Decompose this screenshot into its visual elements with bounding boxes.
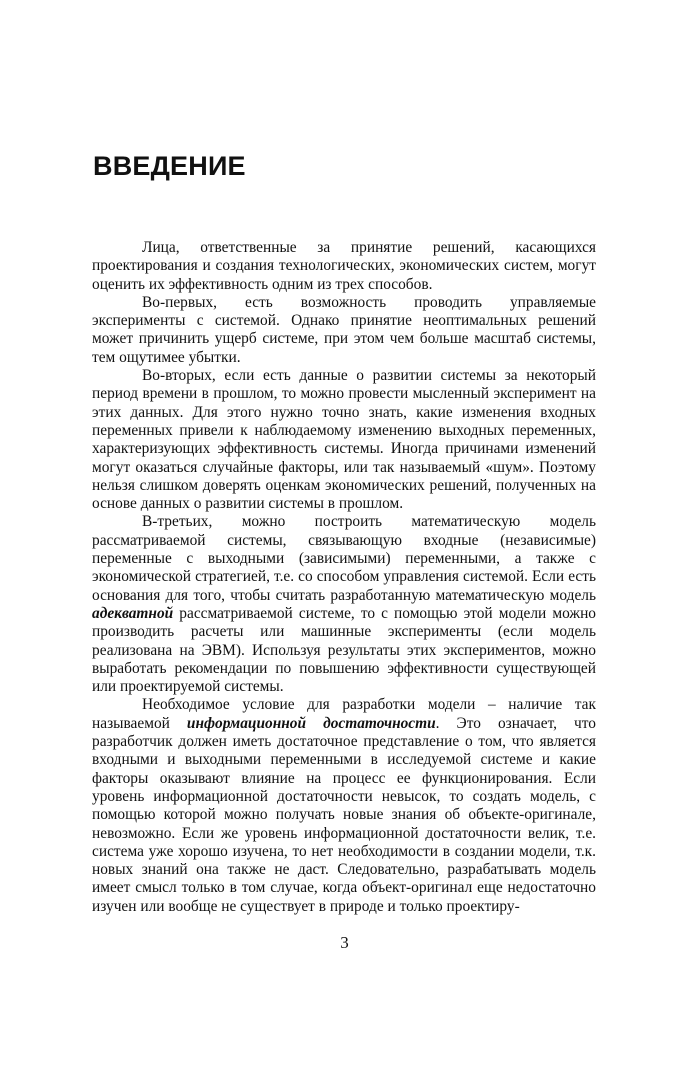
page-number: 3 (340, 933, 349, 952)
term-adequate: адекватной (92, 604, 174, 622)
paragraph-3: Во-вторых, если есть данные о развитии системы за некоторый период времени в прошлом, то можно провести мысленный эксперимент на этих данных. Для этого нужно точно знать, какие изменения входных переменных привели к наблюдаемому изменению выходных переменных, характеризующих эффективность системы. Иногда причинами изменений могут оказаться случайные факторы, или так называемый «шум». Поэтому нельзя слишком доверять оценкам экономических решений, полученных на основе данных о развитии системы в прошлом. (92, 367, 596, 513)
paragraph-2: Во-первых, есть возможность проводить управляемые эксперименты с системой. Однако принятие неоптимальных решений может причинить ущерб системе, при этом чем больше масштаб системы, тем ощутимее убытки. (92, 293, 596, 366)
paragraph-4-text-after: рассматриваемой системе, то с помощью этой модели можно производить расчеты или машинные эксперименты (если модель реализована на ЭВМ). Используя результаты этих экспериментов, можно выработать рекомендации по повышению эффективности существующей или проектируемой системы. (92, 604, 596, 696)
paragraph-1: Лица, ответственные за принятие решений, касающихся проектирования и создания технологических, экономических систем, могут оценить их эффективность одним из трех способов. (92, 239, 596, 293)
paragraph-5-text-before: Необходимое условие для разработки модели – наличие так называемой (92, 696, 596, 732)
paragraph-4 (92, 513, 596, 696)
body-text (92, 239, 596, 916)
term-information-sufficiency: информационной достаточности (186, 714, 436, 732)
paragraph-5-text-after: . Это означает, что разработчик должен иметь достаточное представление о том, что является входными и выходными переменными в исследуемой системе и какие факторы оказывают влияние на процесс ее функционирования. Если уровень информационной достаточности невысок, то создать модель, с помощью которой можно получать новые знания об объекте-оригинале, невозможно. Если же уровень информационной достаточности велик, т.е. система уже хорошо изучена, то нет необходимости в создании модели, т.к. новых знаний она также не даст. Следовательно, разрабатывать модель имеет смысл только в том случае, когда объект-оригинал еще недостаточно изучен или вообще не существует в природе и только проектиру- (92, 714, 596, 915)
paragraph-5 (92, 696, 596, 916)
paragraph-4-text-before: В-третьих, можно построить математическую модель рассматриваемой системы, связывающую входные (независимые) переменные с выходными (зависимыми) переменными, а также с экономической стратегией, т.е. со способом управления системой. Если есть основания для того, чтобы считать разработанную математическую модель (92, 513, 596, 604)
chapter-title: ВВЕДЕНИЕ (93, 151, 246, 181)
